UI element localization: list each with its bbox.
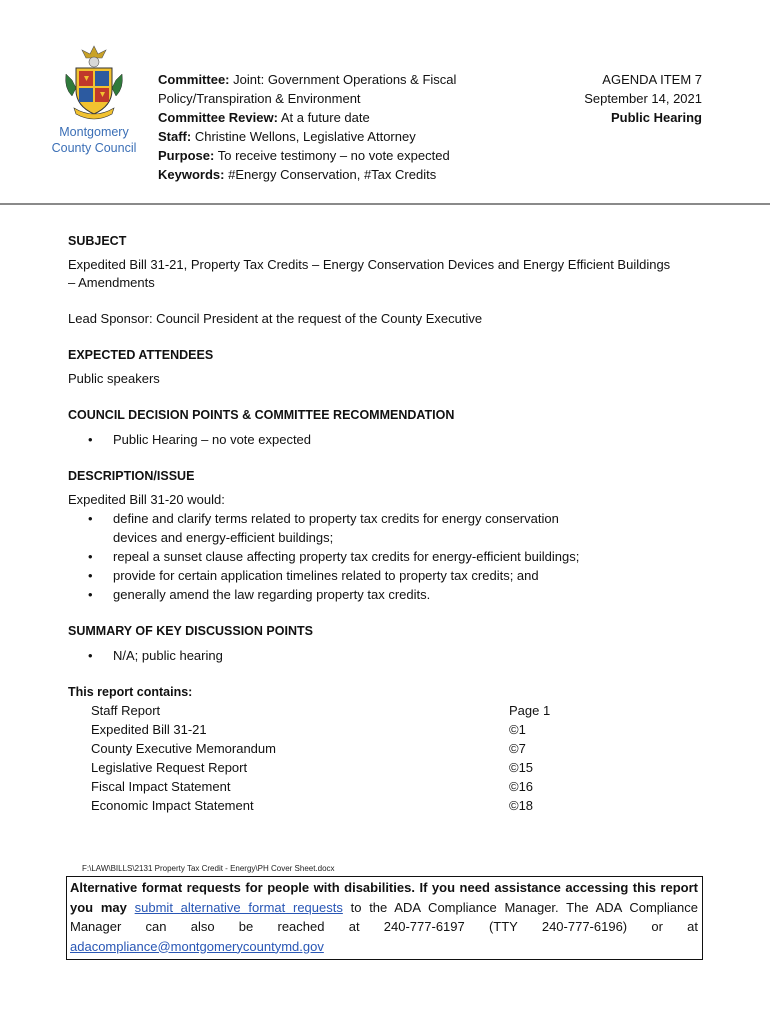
contents-label: Staff Report: [91, 703, 161, 718]
contents-label: County Executive Memorandum: [91, 741, 276, 756]
org-name-line2: County Council: [51, 141, 137, 155]
contents-table: [91, 701, 551, 815]
list-item: • generally amend the law regarding property tax credits.: [68, 585, 708, 604]
committee-row: [158, 70, 456, 89]
list-item: • provide for certain application timelines related to property tax credits; and: [68, 566, 708, 585]
agenda-item: AGENDA ITEM 7: [602, 72, 702, 87]
contents-heading: This report contains:: [68, 685, 193, 699]
purpose-label: Purpose:: [158, 148, 215, 163]
committee-label: Committee:: [158, 72, 230, 87]
contents-label: Fiscal Impact Statement: [91, 779, 231, 794]
county-seal-logo: [62, 44, 126, 122]
contents-label: Legislative Request Report: [91, 760, 248, 775]
keywords-row: [158, 165, 456, 184]
purpose-value: To receive testimony – no vote expected: [217, 148, 450, 163]
contents-label: Expedited Bill 31-21: [91, 722, 207, 737]
agenda-info: [584, 70, 702, 127]
list-item: • N/A; public hearing: [68, 646, 708, 665]
ada-bold-text: Alternative format requests for people with disabilities. If you need assistance accessing this report you may: [70, 880, 698, 915]
description-list: [68, 509, 708, 604]
list-item-text: devices and energy-efficient buildings;: [113, 530, 334, 545]
staff-value: Christine Wellons, Legislative Attorney: [194, 129, 416, 144]
contents-row: [91, 758, 551, 777]
contents-page: Page 1: [509, 703, 551, 718]
contents-row: [91, 739, 551, 758]
summary-list: [68, 646, 708, 665]
contents-page: ©18: [509, 798, 534, 813]
staff-label: Staff:: [158, 129, 192, 144]
attendees-text: Public speakers: [68, 371, 160, 386]
committee-value: Joint: Government Operations & Fiscal: [233, 72, 457, 87]
list-item-text: define and clarify terms related to property tax credits for energy conservation: [113, 511, 559, 526]
org-name-line1: Montgomery: [59, 125, 129, 139]
lead-sponsor: Lead Sponsor: Council President at the request of the County Executive: [68, 311, 483, 326]
attendees-heading: EXPECTED ATTENDEES: [68, 348, 214, 362]
contents-row: [91, 720, 551, 739]
review-label: Committee Review:: [158, 110, 278, 125]
ada-text: to the ADA Compliance Manager. The ADA Compliance Manager can also be reached at 240-777-6197 (TTY 240-777-6196) or at: [70, 899, 698, 934]
alternative-format-link[interactable]: submit alternative format requests: [134, 899, 343, 915]
subject-heading: SUBJECT: [68, 234, 127, 248]
purpose-row: [158, 146, 456, 165]
staff-row: [158, 127, 456, 146]
list-item: • repeal a sunset clause affecting property tax credits for energy-efficient buildings;: [68, 547, 708, 566]
contents-row: [91, 777, 551, 796]
contents-page: ©7: [509, 741, 526, 756]
review-row: [158, 108, 456, 127]
keywords-label: Keywords:: [158, 167, 225, 182]
contents-label: Economic Impact Statement: [91, 798, 254, 813]
keywords-value: #Energy Conservation, #Tax Credits: [228, 167, 437, 182]
subject-line2: – Amendments: [68, 275, 155, 290]
subject-line1: Expedited Bill 31-21, Property Tax Credits – Energy Conservation Devices and Energy Efficient Buildings: [68, 257, 671, 272]
contents-row: [91, 796, 551, 815]
committee-row-2: Policy/Transpiration & Environment: [158, 91, 361, 106]
meeting-meta: [158, 70, 456, 184]
review-value: At a future date: [280, 110, 370, 125]
contents-row: [91, 701, 551, 720]
ada-email-link[interactable]: adacompliance@montgomerycountymd.gov: [70, 938, 324, 954]
description-intro: Expedited Bill 31-20 would:: [68, 492, 225, 507]
org-name: [44, 124, 144, 156]
hearing-type: Public Hearing: [610, 110, 702, 125]
summary-heading: SUMMARY OF KEY DISCUSSION POINTS: [68, 624, 313, 638]
file-path: F:\LAW\BILLS\2131 Property Tax Credit - Energy\PH Cover Sheet.docx: [82, 864, 335, 873]
meeting-date: September 14, 2021: [584, 91, 702, 106]
contents-page: ©16: [509, 779, 534, 794]
decision-heading: COUNCIL DECISION POINTS & COMMITTEE RECOMMENDATION: [68, 408, 455, 422]
header-divider: [0, 203, 770, 205]
main-content: [68, 232, 708, 815]
description-heading: DESCRIPTION/ISSUE: [68, 469, 195, 483]
ada-notice: [66, 876, 703, 960]
decision-list: [68, 430, 708, 449]
contents-page: ©15: [509, 760, 534, 775]
list-item: [68, 509, 708, 547]
contents-page: ©1: [509, 722, 526, 737]
list-item: • Public Hearing – no vote expected: [68, 430, 708, 449]
